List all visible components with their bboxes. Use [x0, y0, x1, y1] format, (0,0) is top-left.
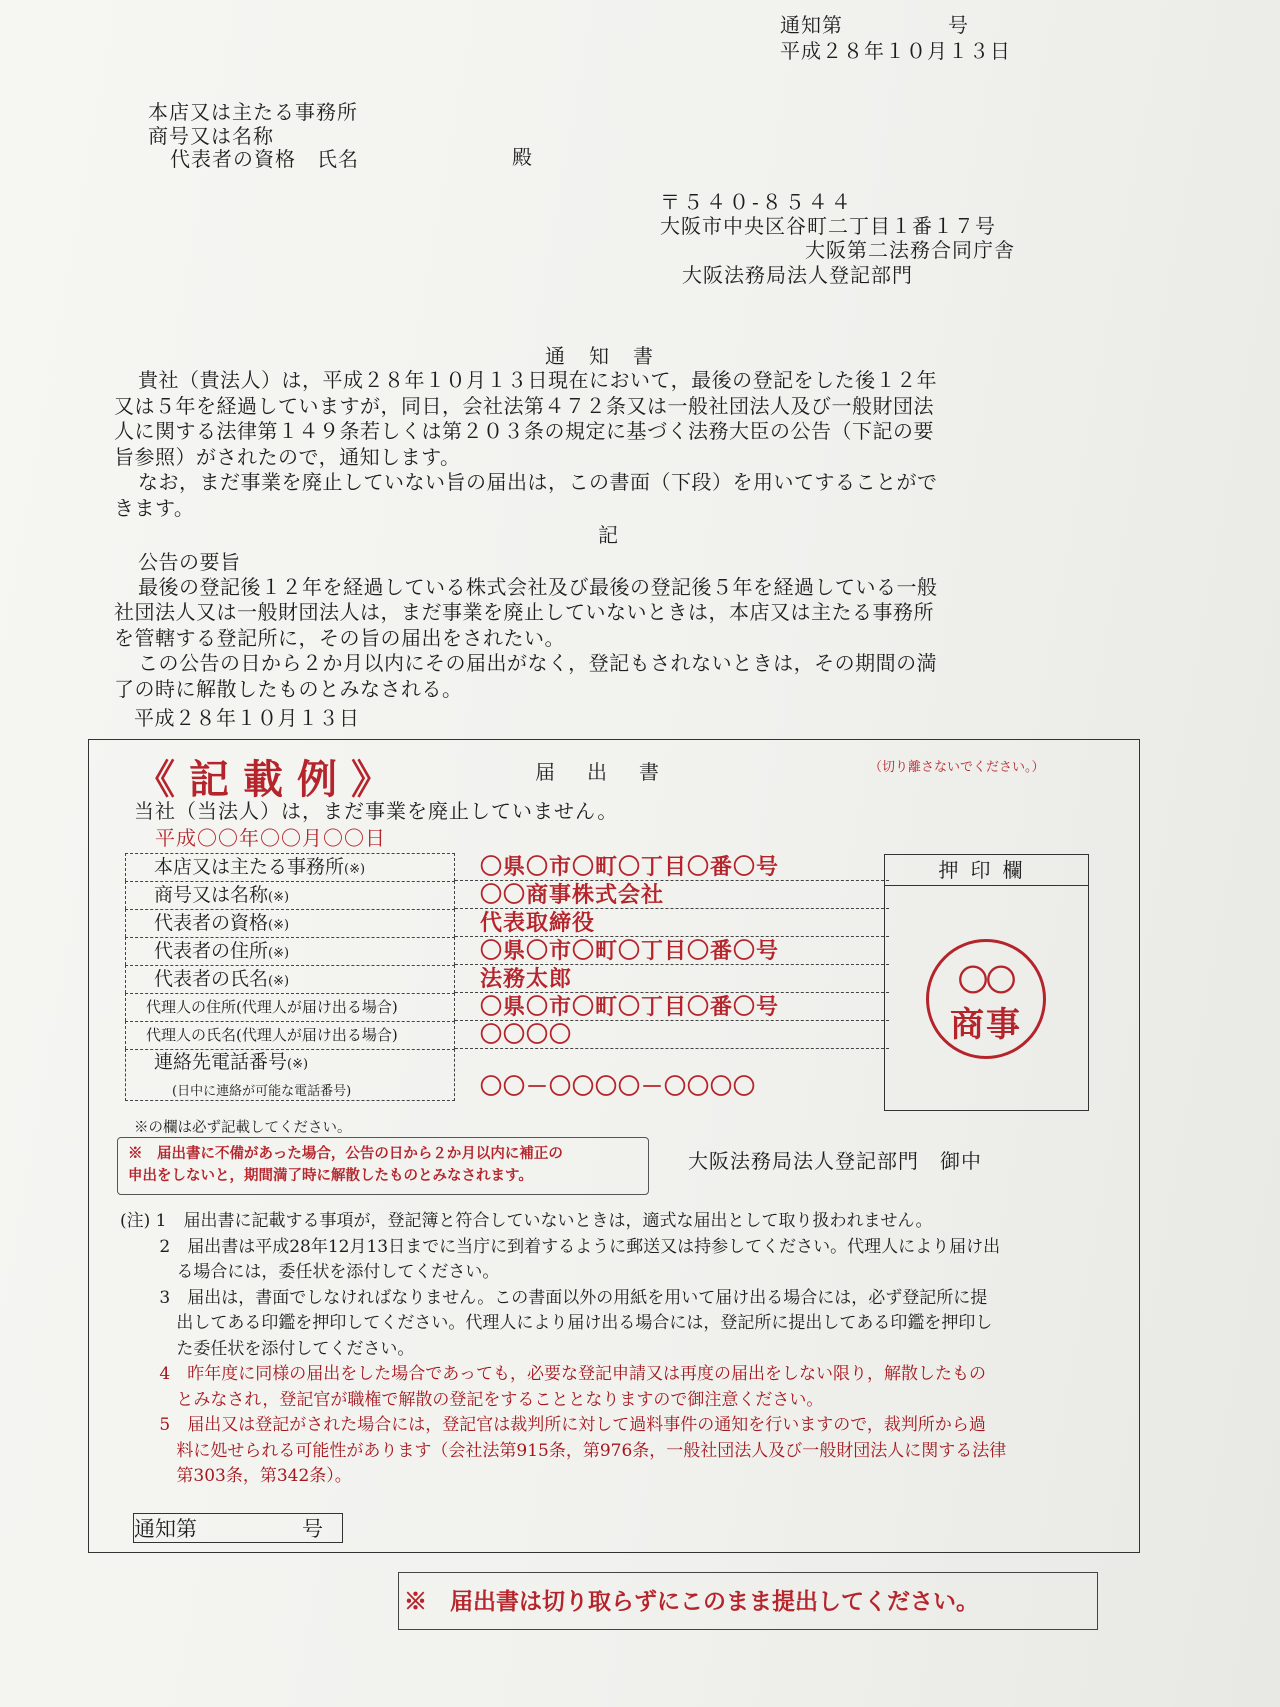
notice-p1-line4: 旨参照）がされたので，通知します。	[114, 445, 461, 469]
stamp-header: 押印欄	[885, 855, 1088, 886]
recipient: 大阪法務局法人登記部門 御中	[688, 1149, 982, 1173]
field-label: 代理人の氏名(代理人が届け出る場合)	[125, 1021, 455, 1049]
sender-office: 大阪法務局法人登記部門	[682, 263, 913, 287]
note-line-red: 第303条，第342条）。	[120, 1466, 352, 1486]
notice-p2-line2: きます。	[114, 496, 195, 520]
field-value[interactable]: 〇県〇市〇町〇丁目〇番〇号	[455, 853, 889, 881]
bottom-submission-notice: ※ 届出書は切り取らずにこのまま提出してください。	[398, 1572, 1098, 1630]
seal-bottom-text: 商事	[950, 1005, 1022, 1045]
form-statement: 当社（当法人）は，まだ事業を廃止していません。	[134, 799, 619, 823]
note-line-red: 5 届出又は登記がされた場合には，登記官は裁判所に対して過料事件の通知を行いますので，裁判所から過	[120, 1415, 986, 1435]
field-label: 本店又は主たる事務所(※)	[125, 853, 455, 881]
notice-p2-line1: なお，まだ事業を廃止していない旨の届出は，この書面（下段）を用いてすることがで	[138, 470, 938, 494]
notice-number: 通知第 号	[780, 13, 969, 37]
notice-p1-line1: 貴社（貴法人）は，平成２８年１０月１３日現在において，最後の登記をした後１２年	[138, 368, 938, 392]
notice-p1-line2: 又は５年を経過していますが，同日，会社法第４７２条又は一般社団法人及び一般財団法	[114, 394, 934, 418]
koukoku-p1-line2: 社団法人又は一般財団法人は，まだ事業を廃止していないときは，本店又は主たる事務所	[114, 600, 934, 624]
field-label: 連絡先電話番号(※) (日中に連絡が可能な電話番号)	[125, 1049, 455, 1101]
field-label: 代理人の住所(代理人が届け出る場合)	[125, 993, 455, 1021]
field-label: 代表者の氏名(※)	[125, 965, 455, 993]
koukoku-title: 公告の要旨	[138, 550, 241, 574]
note-line: 3 届出は，書面でしなければなりません。この書面以外の用紙を用いて届け出る場合には，必ず登記所に提	[120, 1287, 988, 1308]
sender-postal: 〒５４０-８５４４	[660, 190, 854, 214]
warning-box	[117, 1137, 649, 1195]
field-value[interactable]: 〇〇－〇〇〇〇－〇〇〇〇	[480, 1074, 757, 1100]
form-notice-number-box: 通知第 号	[133, 1513, 343, 1543]
do-not-detach-note: （切り離さないでください。）	[869, 760, 1045, 775]
note-line-red: 4 昨年度に同様の届出をした場合であっても，必要な登記申請又は再度の届出をしない限り，解散したもの	[120, 1364, 987, 1384]
note-line: た委任状を添付してください。	[120, 1338, 415, 1359]
koukoku-p2-line1: この公告の日から２か月以内にその届出がなく，登記もされないときは，その期間の満	[138, 651, 938, 675]
field-label: 商号又は名称(※)	[125, 881, 455, 909]
notes-section	[120, 1209, 1130, 1490]
addressee-line1: 本店又は主たる事務所	[148, 100, 358, 124]
koukoku-p1-line3: を管轄する登記所に，その旨の届出をされたい。	[114, 626, 565, 650]
note-line-red: 料に処せられる可能性があります（会社法第915条，第976条，一般社団法人及び一般財団法人に関する法律	[120, 1440, 1007, 1461]
sender-building: 大阪第二法務合同庁舎	[805, 238, 1015, 262]
notice-title: 通 知 書	[545, 344, 655, 368]
form-date-value: 平成〇〇年〇〇月〇〇日	[155, 826, 386, 850]
koukoku-p2-line2: 了の時に解散したものとみなされる。	[114, 677, 463, 701]
company-seal	[926, 939, 1046, 1059]
form-date-line	[155, 825, 386, 851]
field-value[interactable]: 〇県〇市〇町〇丁目〇番〇号	[455, 993, 889, 1021]
addressee-line3: 代表者の資格 氏名	[170, 147, 359, 171]
field-label: 代表者の資格(※)	[125, 909, 455, 937]
field-value[interactable]: 〇〇商事株式会社	[455, 881, 889, 909]
note-line: る場合には，委任状を添付してください。	[120, 1262, 500, 1282]
notice-p1-line3: 人に関する法律第１４９条若しくは第２０３条の規定に基づく法務大臣の公告（下記の要	[114, 419, 934, 443]
koukoku-date: 平成２８年１０月１３日	[134, 706, 360, 730]
note-line: 出してある印鑑を押印してください。代理人により届け出る場合には，登記所に提出してある印鑑を押印し	[120, 1313, 993, 1333]
example-label: 《記載例》	[135, 756, 405, 803]
sender-address: 大阪市中央区谷町二丁目１番１７号	[660, 214, 996, 238]
field-value[interactable]: 〇〇〇〇	[455, 1021, 889, 1049]
seal-top-text: 〇〇	[958, 964, 1014, 999]
warning-line2: 申出をしないと，期間満了時に解散したものとみなされます。	[128, 1167, 533, 1184]
ki-heading: 記	[598, 523, 619, 547]
note-line: 2 届出書は平成28年12月13日までに当庁に到着するように郵送又は持参してください。代理人により届け出	[120, 1236, 1001, 1257]
warning-line1: ※ 届出書に不備があった場合，公告の日から２か月以内に補正の	[128, 1145, 563, 1162]
addressee-honorific: 殿	[512, 145, 533, 169]
notice-date: 平成２８年１０月１３日	[780, 39, 1011, 63]
form-title: 届 出 書	[535, 760, 665, 784]
koukoku-p1-line1: 最後の登記後１２年を経過している株式会社及び最後の登記後５年を経過している一般	[138, 575, 938, 599]
stamp-area	[884, 854, 1089, 1111]
field-value[interactable]: 法務太郎	[455, 965, 889, 993]
field-value[interactable]: 代表取締役	[455, 909, 889, 937]
field-value[interactable]: 〇県〇市〇町〇丁目〇番〇号	[455, 937, 889, 965]
required-note: ※の欄は必ず記載してください。	[134, 1120, 352, 1136]
note-line: (注) 1 届出書に記載する事項が，登記簿と符合していないときは，適式な届出として取り扱われません。	[120, 1211, 933, 1231]
field-label: 代表者の住所(※)	[125, 937, 455, 965]
addressee-line2: 商号又は名称	[148, 124, 274, 148]
note-line-red: とみなされ，登記官が職権で解散の登記をすることとなりますので御注意ください。	[120, 1389, 824, 1410]
